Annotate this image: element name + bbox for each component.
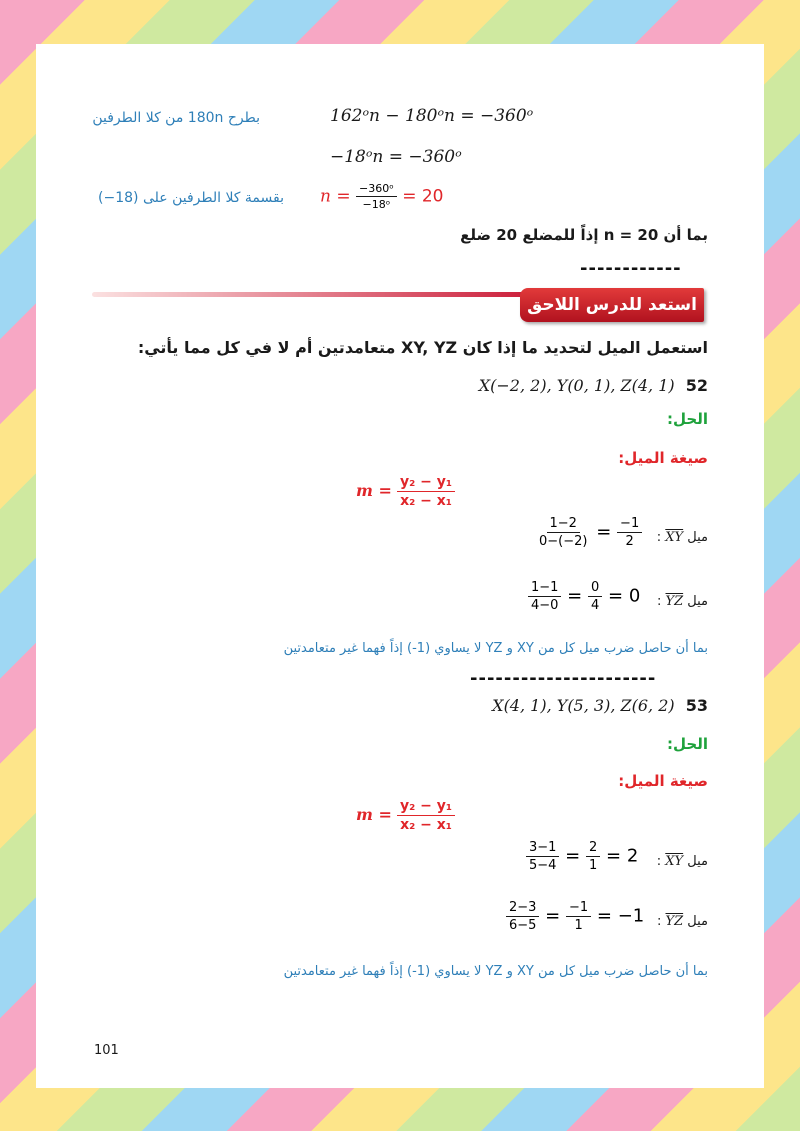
yz-result: = 0 <box>608 585 641 607</box>
xy-fraction <box>526 840 559 873</box>
problem-53-xy-slope <box>526 840 638 873</box>
xy-result-numerator: −1 <box>617 516 642 533</box>
problem-53-yz-slope <box>506 900 644 933</box>
xy-result: = 2 <box>606 845 639 867</box>
problem-53-header <box>492 696 708 715</box>
slope-word: ميل <box>687 594 708 609</box>
yz-equals: = <box>545 905 561 927</box>
yz-result-denominator: 1 <box>574 918 583 933</box>
problem-52-xy-slope <box>536 516 642 549</box>
yz-denominator: 6−5 <box>509 918 537 933</box>
equation-2: −18ᵒn = −360ᵒ <box>330 147 462 167</box>
problem-53-yz-label: ميل YZ : <box>656 914 708 929</box>
problem-52-solution-label: الحل: <box>667 410 708 428</box>
slope-word: ميل <box>687 854 708 869</box>
xy-result-numerator: 2 <box>586 840 600 857</box>
problem-52-yz-label: ميل YZ : <box>656 594 708 609</box>
segment-yz: YZ <box>665 594 684 609</box>
formula-lhs: m = <box>356 805 392 824</box>
problem-52-header <box>479 376 708 395</box>
separator-1: ------------ <box>580 258 682 279</box>
slope-word: ميل <box>687 530 708 545</box>
eq3-denominator: −18ᵒ <box>362 198 391 211</box>
yz-numerator: 1−1 <box>528 580 561 597</box>
formula-fraction <box>397 474 455 509</box>
problem-52-xy-label: ميل XY : <box>656 530 708 545</box>
yz-result-fraction <box>566 900 591 933</box>
problem-52-conclusion: بما أن حاصل ضرب ميل كل من XY و YZ لا يساوي (1-) إذاً فهما غير متعامدتين <box>283 641 708 656</box>
problem-53-label: 53 <box>685 696 708 715</box>
note-subtract: بطرح 180n من كلا الطرفين <box>92 110 260 126</box>
problem-52-yz-slope <box>528 580 640 613</box>
formula-numerator: y₂ − y₁ <box>397 798 455 816</box>
formula-denominator: x₂ − x₁ <box>400 817 452 833</box>
yz-denominator: 4−0 <box>531 598 559 613</box>
segment-xy: XY <box>665 854 684 869</box>
xy-result-fraction <box>586 840 600 873</box>
eq3-lhs: n = <box>320 186 351 207</box>
xy-equals: = <box>596 521 612 543</box>
equation-3 <box>320 182 443 211</box>
xy-result-denominator: 1 <box>589 858 598 873</box>
banner-title: استعد للدرس اللاحق <box>520 288 704 322</box>
xy-equals: = <box>565 845 581 867</box>
instruction: استعمل الميل لتحديد ما إذا كان XY, YZ متعامدتين أم لا في كل مما يأتي: <box>137 338 708 357</box>
section-banner <box>92 288 704 324</box>
yz-result-numerator: 0 <box>588 580 602 597</box>
problem-53-solution-label: الحل: <box>667 735 708 753</box>
top-conclusion: بما أن n = 20 إذاً للمضلع 20 ضلع <box>460 226 708 244</box>
yz-result-fraction <box>588 580 602 613</box>
xy-denominator: 0−(−2) <box>539 534 588 549</box>
problem-52-points: X(−2, 2), Y(0, 1), Z(4, 1) <box>478 376 675 395</box>
equation-1: 162ᵒn − 180ᵒn = −360ᵒ <box>330 106 534 126</box>
xy-numerator: 1−2 <box>547 516 580 533</box>
formula-fraction <box>397 798 455 833</box>
formula-denominator: x₂ − x₁ <box>400 493 452 509</box>
yz-result-denominator: 4 <box>591 598 600 613</box>
slope-word: ميل <box>687 914 708 929</box>
xy-numerator: 3−1 <box>526 840 559 857</box>
yz-fraction <box>528 580 561 613</box>
problem-52-label: 52 <box>685 376 708 395</box>
eq3-fraction <box>356 182 397 211</box>
xy-result-fraction <box>617 516 642 549</box>
yz-fraction <box>506 900 539 933</box>
problem-53-points: X(4, 1), Y(5, 3), Z(6, 2) <box>492 696 675 715</box>
eq3-rhs: = 20 <box>402 186 444 207</box>
problem-53-formula <box>356 798 455 833</box>
yz-numerator: 2−3 <box>506 900 539 917</box>
yz-result: = −1 <box>596 905 645 927</box>
banner-line <box>92 292 562 297</box>
formula-numerator: y₂ − y₁ <box>397 474 455 492</box>
xy-result-denominator: 2 <box>625 534 634 549</box>
xy-denominator: 5−4 <box>529 858 557 873</box>
yz-result-numerator: −1 <box>566 900 591 917</box>
problem-53-xy-label: ميل XY : <box>656 854 708 869</box>
separator-2: ---------------------- <box>470 668 657 689</box>
note-divide: بقسمة كلا الطرفين على (18−) <box>98 190 284 206</box>
page-number: 101 <box>94 1043 119 1058</box>
segment-yz: YZ <box>665 914 684 929</box>
problem-53-conclusion: بما أن حاصل ضرب ميل كل من XY و YZ لا يساوي (1-) إذاً فهما غير متعامدتين <box>283 964 708 979</box>
formula-lhs: m = <box>356 481 392 500</box>
segment-xy: XY <box>665 530 684 545</box>
problem-52-formula-label: صيغة الميل: <box>618 449 708 467</box>
xy-fraction <box>536 516 590 549</box>
eq3-numerator: −360ᵒ <box>356 182 397 197</box>
problem-53-formula-label: صيغة الميل: <box>618 772 708 790</box>
yz-equals: = <box>567 585 583 607</box>
problem-52-formula <box>356 474 455 509</box>
